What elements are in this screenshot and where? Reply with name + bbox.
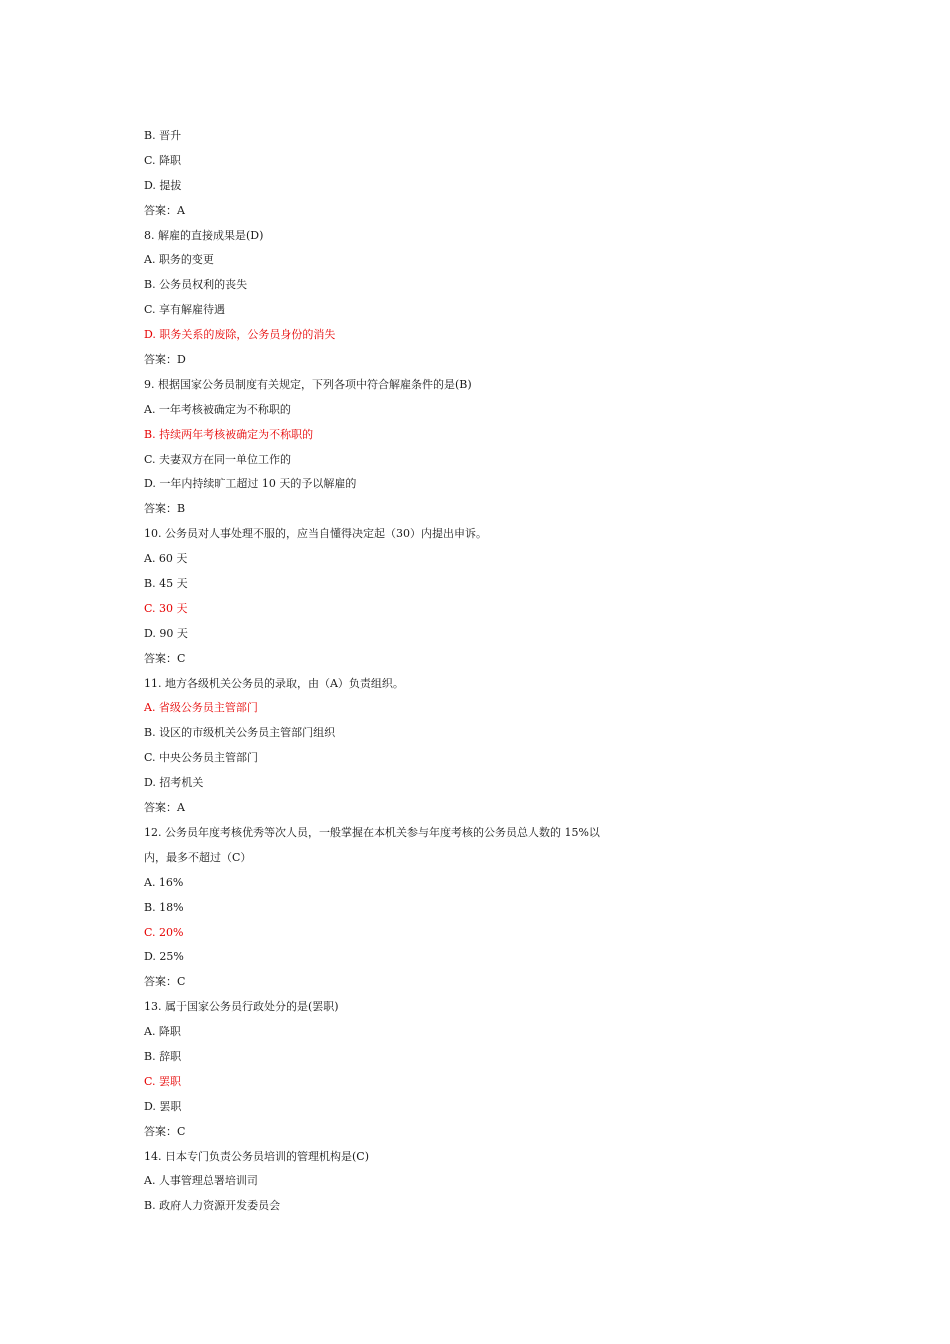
answer-line: 答案：C (144, 975, 186, 989)
question-line: 14. 日本专门负责公务员培训的管理机构是(C) (144, 1149, 369, 1163)
correct-option-line: C. 罢职 (144, 1074, 182, 1088)
option-line: D. 一年内持续旷工超过 10 天的予以解雇的 (144, 477, 357, 491)
option-line: A. 职务的变更 (144, 253, 214, 267)
question-line: 11. 地方各级机关公务员的录取，由（A）负责组织。 (144, 676, 404, 690)
correct-option-line: A. 省级公务员主管部门 (144, 701, 258, 715)
correct-option-line: C. 20% (144, 925, 184, 939)
question-line-continued: 内，最多不超过（C） (144, 850, 252, 864)
option-line: B. 45 天 (144, 577, 188, 591)
text-line: D. 提拔 (144, 178, 182, 192)
option-line: C. 夫妻双方在同一单位工作的 (144, 452, 292, 466)
option-line: B. 18% (144, 900, 184, 914)
answer-line: 答案：A (144, 801, 185, 815)
correct-option-line: C. 30 天 (144, 601, 188, 615)
option-line: D. 90 天 (144, 626, 188, 640)
option-line: D. 罢职 (144, 1099, 182, 1113)
option-line: B. 政府人力资源开发委员会 (144, 1199, 281, 1213)
question-line: 8. 解雇的直接成果是(D) (144, 228, 264, 242)
answer-line: 答案：A (144, 203, 185, 217)
option-line: A. 16% (144, 875, 184, 889)
question-line: 13. 属于国家公务员行政处分的是(罢职) (144, 1000, 339, 1014)
correct-option-line: B. 持续两年考核被确定为不称职的 (144, 427, 314, 441)
option-line: A. 一年考核被确定为不称职的 (144, 402, 291, 416)
option-line: A. 人事管理总署培训司 (144, 1174, 258, 1188)
question-list (144, 124, 784, 1219)
option-line: A. 60 天 (144, 552, 188, 566)
answer-line: 答案：C (144, 1124, 186, 1138)
option-line: B. 公务员权利的丧失 (144, 278, 248, 292)
option-line: B. 设区的市级机关公务员主管部门组织 (144, 726, 336, 740)
option-line: D. 招考机关 (144, 776, 204, 790)
question-line: 12. 公务员年度考核优秀等次人员，一般掌握在本机关参与年度考核的公务员总人数的 15%以 (144, 825, 600, 839)
correct-option-line: D. 职务关系的废除，公务员身份的消失 (144, 328, 336, 342)
option-line: A. 降职 (144, 1025, 181, 1039)
question-line: 9. 根据国家公务员制度有关规定，下列各项中符合解雇条件的是(B) (144, 377, 472, 391)
option-line: B. 辞职 (144, 1049, 182, 1063)
option-line: D. 25% (144, 950, 184, 964)
answer-line: 答案：C (144, 651, 186, 665)
answer-line: 答案：D (144, 353, 186, 367)
question-line: 10. 公务员对人事处理不服的，应当自懂得决定起（30）内提出申诉。 (144, 527, 487, 541)
text-line: C. 降职 (144, 153, 182, 167)
option-line: C. 享有解雇待遇 (144, 303, 226, 317)
answer-line: 答案：B (144, 502, 186, 516)
option-line: C. 中央公务员主管部门 (144, 751, 259, 765)
text-line: B. 晋升 (144, 129, 182, 142)
